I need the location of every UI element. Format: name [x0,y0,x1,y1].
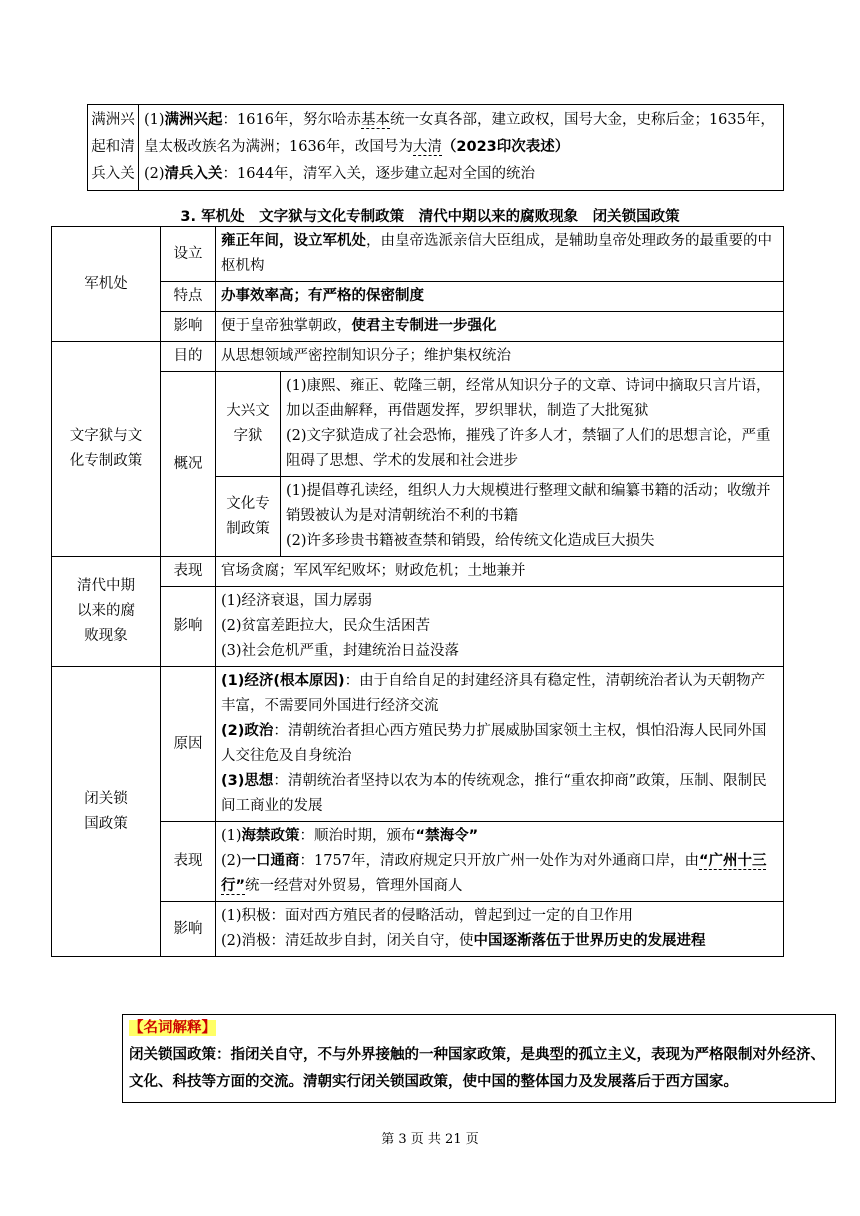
edition-note: （2023印次表述） [441,139,570,155]
list-item: (1)提倡尊孔读经，组织人力大规模进行整理文献和编纂书籍的活动；收缴并销毁被认为是对清朝统治不利的书籍 [286,483,771,524]
text: ：1644年，清军入关，逐步建立起对全国的统治 [222,166,535,182]
keyword: 清兵入关 [164,166,223,182]
keyword: (2)政治 [221,723,274,739]
list-item: (1)经济衰退，国力孱弱 [221,593,373,609]
key-biaoxian: 表现 [161,557,216,587]
term-tag: 【名词解释】 [129,1020,216,1036]
value-daxing [281,372,784,477]
text: ：1757年，清政府规定只开放广州一处作为对外通商口岸，由 [299,853,699,869]
keyword: 海禁政策 [241,828,300,844]
key-yingxiang: 影响 [161,587,216,667]
keyword: 满洲兴起 [164,112,223,128]
list-item [221,824,778,849]
list-item [221,929,778,954]
qing-rise-table [87,104,784,191]
list-item: (2)许多珍贵书籍被查禁和销毁，给传统文化造成巨大损失 [286,533,655,549]
row-label-manzhou [88,105,139,191]
section-title: 3. 军机处 文字狱与文化专制政策 清代中期以来的腐败现象 闭关锁国政策 [180,209,680,225]
list-item: (3)社会危机严重，封建统治日益没落 [221,643,460,659]
list-item [221,849,778,899]
item-manzhou-rise [144,107,778,161]
num: (2) [221,853,242,869]
value-sheli [216,227,784,282]
key-yingxiang: 影响 [161,312,216,342]
key-sheli: 设立 [161,227,216,282]
key-yuanyin: 原因 [161,667,216,822]
list-item [221,669,778,719]
keyword: (3)思想 [221,773,274,789]
key-gaikuang: 概况 [161,372,216,557]
text: 便于皇帝独掌朝政， [221,318,352,334]
term-explanation-box [122,1014,836,1103]
value-yingxiang [216,312,784,342]
label-biguan [52,667,161,957]
key-mudi: 目的 [161,342,216,372]
text: ：顺治时期，颁布 [299,828,416,844]
label-junjichu: 军机处 [52,227,161,342]
list-item: (2)贫富差距拉大，民众生活困苦 [221,618,431,634]
value-wenhua [281,477,784,557]
keyword: 一口通商 [241,853,300,869]
value-yingxiang [216,587,784,667]
key-tedian: 特点 [161,282,216,312]
list-item: (1)康熙、雍正、乾隆三朝，经常从知识分子的文章、诗词中摘取只言片语，加以歪曲解释，再借题发挥，罗织罪状，制造了大批冤狱 [286,378,771,419]
label-text: 文字狱与文化专制政策 [69,428,143,469]
value-biaoxian: 官场贪腐；军风军纪败坏；财政危机；土地兼并 [216,557,784,587]
value-yingxiang [216,902,784,957]
label-text: 文化专制政策 [226,495,270,537]
text: ：清朝统治者坚持以农为本的传统观念，推行“重农抑商”政策，压制、限制民间工商业的发展 [221,773,767,814]
item-qing-enter [144,161,778,188]
keyword: (1)经济(根本原因) [221,673,345,689]
keyword: “禁海令” [415,828,479,844]
label-wenziyu [52,342,161,557]
term-text: 闭关锁国政策：指闭关自守，不与外界接触的一种国家政策，是典型的孤立主义，表现为严格限制对外经济、文化、科技等方面的交流。清朝实行闭关锁国政策，使中国的整体国力及发展落后于西方国家。 [129,1047,825,1090]
list-item: (2)文字狱造成了社会恐怖，摧残了许多人才，禁锢了人们的思想言论，严重阻碍了思想、学术的发展和社会进步 [286,428,771,469]
keyword: 雍正年间，设立军机处 [221,233,366,249]
text: ，由皇帝选派亲信大臣组成，是辅助皇帝处理政务的最重要的中枢机构 [221,233,772,274]
value-biaoxian [216,822,784,902]
value-yuanyin [216,667,784,822]
row-content-manzhou [139,105,784,191]
list-item [221,769,778,819]
key-wenhua [216,477,281,557]
label-text: 清代中期以来的腐败现象 [77,578,135,644]
underlined-text: 大清 [412,139,442,155]
text: ：清朝统治者担心西方殖民势力扩展威胁国家领土主权，惧怕沿海人民同外国人交往危及自身统治 [221,723,767,764]
text: (2)消极：清廷故步自封，闭关自守，使 [221,933,474,949]
keyword: 中国逐渐落伍于世界历史的发展进程 [473,933,706,949]
list-item: (1)积极：面对西方殖民者的侵略活动，曾起到过一定的自卫作用 [221,908,634,924]
page-footer: 第 3 页 共 21 页 [381,1132,479,1147]
text: 统一经营对外贸易，管理外国商人 [245,878,463,894]
text: 统一女真各部，建立政权，国号大金，史称后金；1635年，皇太极改族名为满洲；1636年，改国号为 [144,112,775,155]
underlined-text: 基本 [360,112,390,128]
qing-policy-table [51,226,784,957]
label-fubai [52,557,161,667]
list-item [221,719,778,769]
key-biaoxian: 表现 [161,822,216,902]
value-tedian: 办事效率高；有严格的保密制度 [216,282,784,312]
underlined-keyword: “广州十三行” [221,853,767,894]
row-label-text: 满洲兴起和清兵入关 [91,112,135,182]
label-text: 大兴文字狱 [226,403,270,444]
keyword: 使君主专制进一步强化 [351,318,497,334]
num: (2) [144,166,165,182]
text: ：由于自给自足的封建经济具有稳定性，清朝统治者认为天朝物产丰富，不需要同外国进行经济交流 [221,673,766,714]
key-daxing [216,372,281,477]
label-text: 闭关锁国政策 [84,790,128,832]
text: ：1616年，努尔哈赤 [222,112,361,128]
value-mudi: 从思想领域严密控制知识分子；维护集权统治 [216,342,784,372]
num: (1) [221,828,242,844]
num: (1) [144,112,165,128]
key-yingxiang: 影响 [161,902,216,957]
